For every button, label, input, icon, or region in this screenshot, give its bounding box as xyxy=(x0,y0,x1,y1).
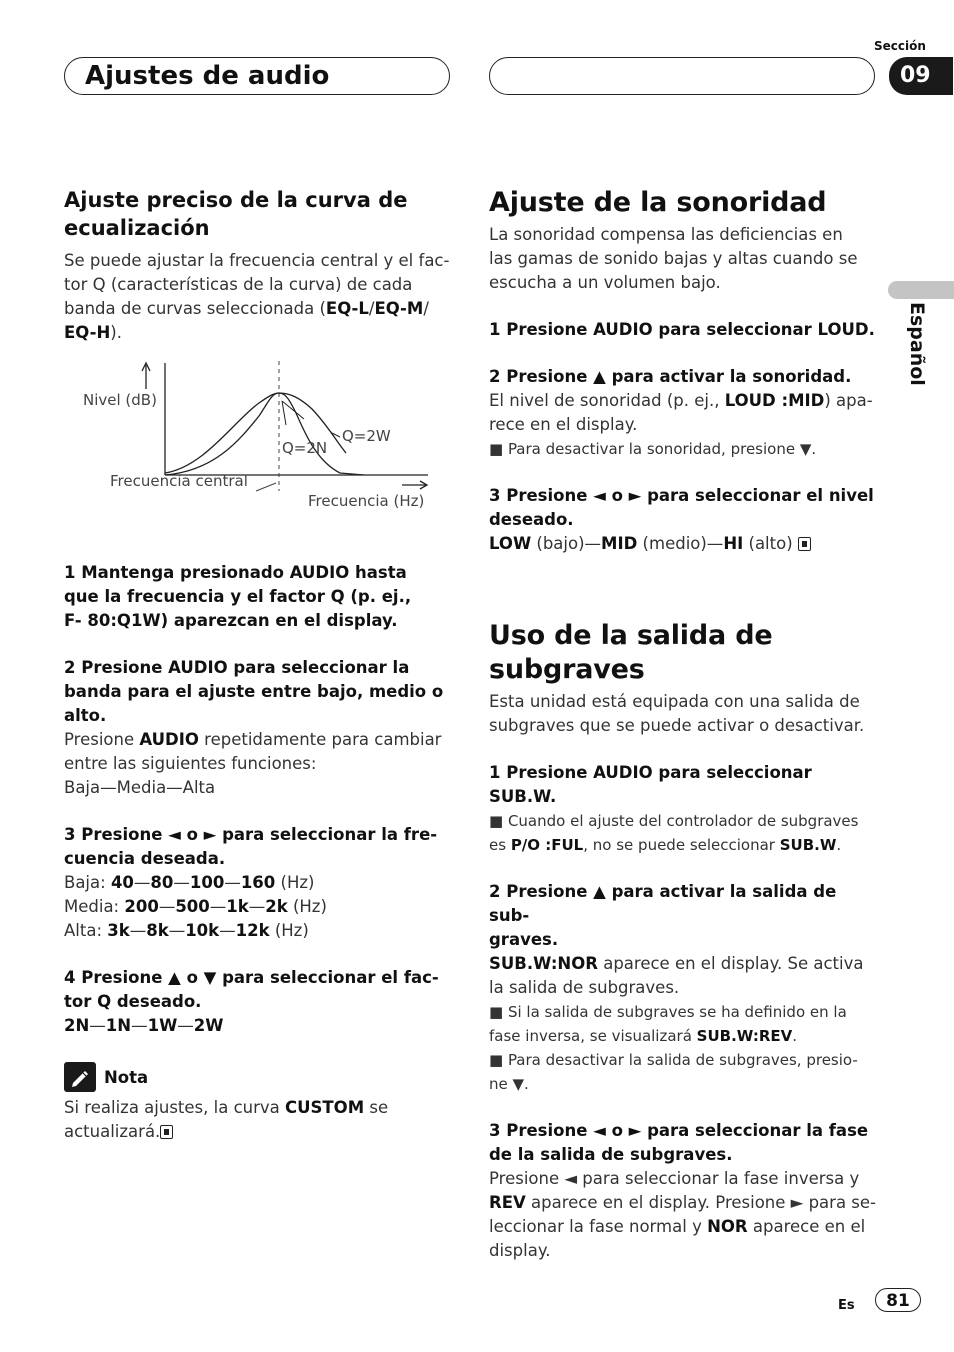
subwoofer-step-1: 1 Presione AUDIO para seleccionar SUB.W. xyxy=(489,763,812,806)
section-title: Ajustes de audio xyxy=(85,61,330,91)
subwoofer-heading: Uso de la salida de subgraves xyxy=(489,620,773,685)
eq-step-4-body: 2N—1N—1W—2W xyxy=(64,1016,224,1035)
subwoofer-step-3: 3 Presione ◄ o ► para seleccionar la fase de la salida de subgraves. xyxy=(489,1121,869,1164)
loudness-heading: Ajuste de la sonoridad xyxy=(489,187,827,218)
section-number-badge: 09 xyxy=(889,57,953,95)
subwoofer-intro: Esta unidad está equipada con una salida de subgraves que se puede activar o desactivar. xyxy=(489,692,865,735)
diagram-q-wide: Q=2W xyxy=(342,427,391,445)
language-tab xyxy=(888,281,954,299)
subwoofer-step-2-body: SUB.W:NOR aparece en el display. Se activa la salida de subgraves. xyxy=(489,954,864,997)
eq-intro: Se puede ajustar la frecuencia central y el fac- tor Q (características de la curva) de cada banda de curvas seleccionada (EQ-L/EQ-M/ EQ-H). xyxy=(64,251,450,342)
note-body: Si realiza ajustes, la curva CUSTOM se actualizará. xyxy=(64,1098,389,1141)
loudness-intro: La sonoridad compensa las deficiencias en las gamas de sonido bajas y altas cuando se escucha a un volumen bajo. xyxy=(489,225,858,292)
header-empty-pill xyxy=(489,57,875,95)
eq-step-3: 3 Presione ◄ o ► para seleccionar la fre- cuencia deseada. xyxy=(64,825,438,868)
page-number: 81 xyxy=(875,1288,921,1312)
note-header xyxy=(64,1062,450,1092)
diagram-center-label: Frecuencia central xyxy=(110,472,248,490)
eq-step-4: 4 Presione ▲ o ▼ para seleccionar el fac- tor Q deseado. xyxy=(64,968,439,1011)
subwoofer-step-2-bullet-2: ■ Para desactivar la salida de subgraves, presio- ne ▼. xyxy=(489,1051,858,1093)
note-pencil-icon xyxy=(64,1062,96,1092)
eq-curve-heading: Ajuste preciso de la curva de ecualización xyxy=(64,188,408,240)
loudness-step-3: 3 Presione ◄ o ► para seleccionar el nivel deseado. xyxy=(489,486,874,529)
left-column xyxy=(64,186,450,1144)
loudness-step-1: 1 Presione AUDIO para seleccionar LOUD. xyxy=(489,320,875,339)
eq-curve-graph xyxy=(64,361,450,539)
loudness-step-2: 2 Presione ▲ para activar la sonoridad. xyxy=(489,367,852,386)
subwoofer-step-3-body: Presione ◄ para seleccionar la fase inversa y REV aparece en el display. Presione ► para se- leccionar la fase normal y NOR aparece en el display. xyxy=(489,1169,877,1260)
section-label: Sección xyxy=(874,39,926,53)
subwoofer-step-2-bullet-1: ■ Si la salida de subgraves se ha definido en la fase inversa, se visualizará SUB.W:REV. xyxy=(489,1003,847,1045)
loudness-step-2-bullet: ■ Para desactivar la sonoridad, presione ▼. xyxy=(489,440,817,458)
eq-curve-diagram xyxy=(64,361,450,539)
diagram-xlabel: Frecuencia (Hz) xyxy=(308,492,425,510)
end-mark-icon xyxy=(160,1125,173,1139)
eq-step-2: 2 Presione AUDIO para seleccionar la banda para el ajuste entre bajo, medio o alto. xyxy=(64,658,444,725)
note-title: Nota xyxy=(104,1067,149,1087)
loudness-step-2-body: El nivel de sonoridad (p. ej., LOUD :MID) apa- rece en el display. xyxy=(489,391,873,434)
footer-language-code: Es xyxy=(838,1298,855,1313)
loudness-step-3-body: LOW (bajo)—MID (medio)—HI (alto) xyxy=(489,532,879,556)
subwoofer-step-1-bullet: ■ Cuando el ajuste del controlador de subgraves es P/O :FUL, no se puede seleccionar SUB.W. xyxy=(489,812,859,854)
eq-step-2-body: Presione AUDIO repetidamente para cambiar entre las siguientes funciones: Baja—Media—Alta xyxy=(64,730,442,797)
diagram-ylabel: Nivel (dB) xyxy=(83,391,157,409)
eq-step-1: 1 Mantenga presionado AUDIO hasta que la frecuencia y el factor Q (p. ej., F- 80:Q1W) aparezcan en el display. xyxy=(64,563,412,630)
subwoofer-step-2: 2 Presione ▲ para activar la salida de sub- graves. xyxy=(489,882,837,949)
right-column xyxy=(489,186,879,1263)
diagram-q-narrow: Q=2N xyxy=(282,439,328,457)
end-mark-icon xyxy=(798,537,811,551)
language-tab-label: Español xyxy=(906,302,928,386)
section-title-pill xyxy=(64,57,450,95)
eq-step-3-body: Baja: 40—80—100—160 (Hz) Media: 200—500—1k—2k (Hz) Alta: 3k—8k—10k—12k (Hz) xyxy=(64,873,327,940)
